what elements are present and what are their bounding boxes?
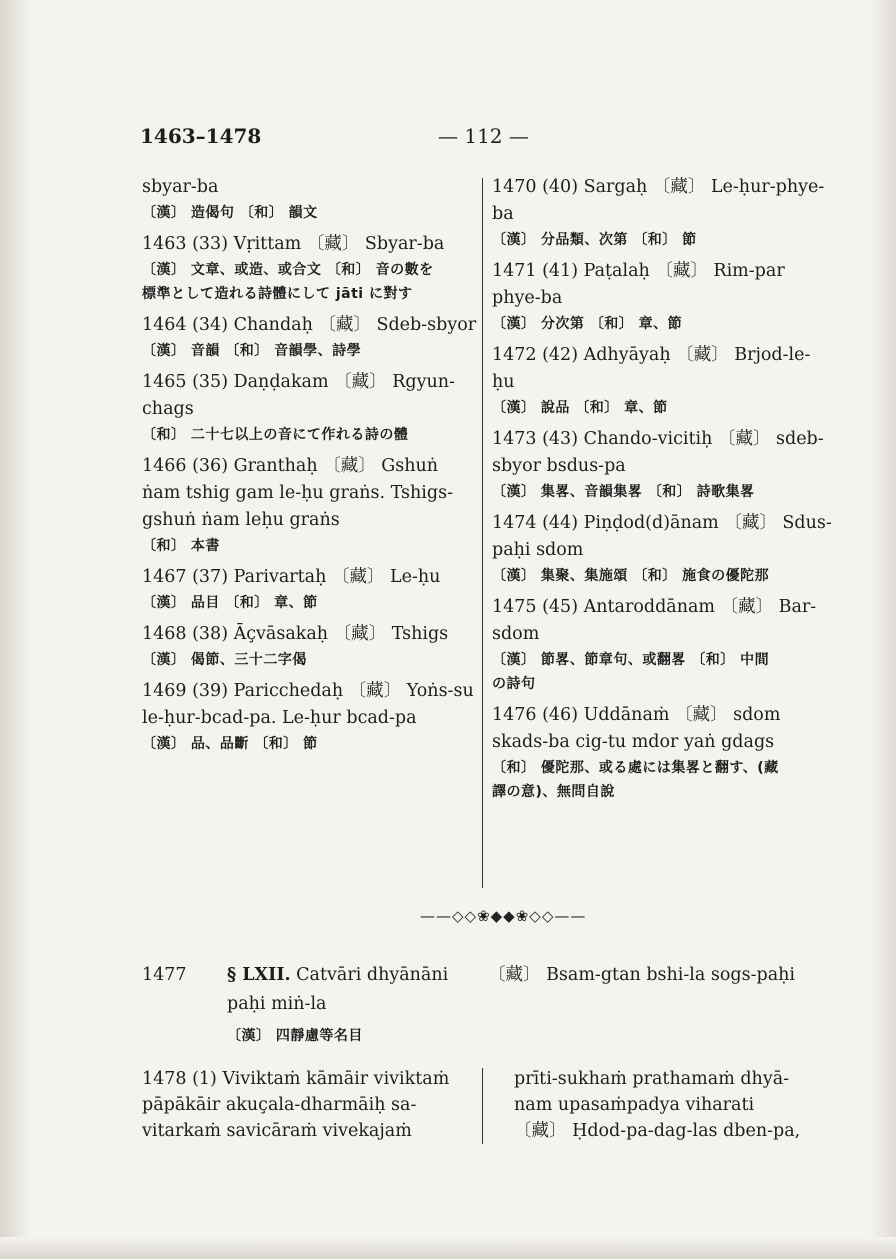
entry-gloss: 〔漢〕 集畧、音韻集畧 〔和〕 詩歌集畧 (492, 484, 755, 500)
column-divider (482, 178, 483, 888)
entry-gloss: 〔和〕 本書 (142, 538, 220, 554)
entry-gloss: 〔漢〕 品、品斷 〔和〕 節 (142, 736, 318, 752)
entry-gloss: 〔漢〕 品目 〔和〕 章、節 (142, 595, 318, 611)
entry-gloss: 〔漢〕 節畧、節章句、或翻畧 〔和〕 中間 (492, 652, 770, 668)
entry-line: 1468 (38) Āçvāsakaḥ 〔藏〕 Tshigs (142, 624, 449, 644)
entry-line: 1475 (45) Antaroddānam 〔藏〕 Bar-sdom (492, 597, 817, 644)
entry-line: 1466 (36) Granthaḥ 〔藏〕 Gshuṅ ṅam tshig gam le-ḥu graṅs. Tshigs-gshuṅ ṅam leḥu graṅs (142, 456, 453, 530)
page-edge-right (870, 0, 896, 1259)
entry-1468 (142, 621, 477, 672)
entry-1465 (142, 369, 477, 447)
entry-gloss: 〔漢〕 造偈句 〔和〕 韻文 (142, 205, 318, 221)
text-line: vitarkaṁ savicāraṁ vivekajaṁ (142, 1121, 412, 1141)
text-line: 1478 (1) Viviktaṁ kāmāir viviktaṁ (142, 1069, 450, 1089)
entry-1477-tibetan: 〔藏〕 Bsam-gtan bshi-la sogs-paḥi (488, 965, 796, 985)
section-ornament: ——◇◇❀◆◆❀◇◇—— (420, 907, 587, 925)
entry-line: 1463 (33) Vṛittam 〔藏〕 Sbyar-ba (142, 234, 445, 254)
entry-1470 (492, 174, 832, 252)
entry-number: 1477 (142, 965, 187, 985)
page-edge-left (0, 0, 32, 1259)
entry-1475 (492, 594, 832, 696)
entry-1471 (492, 258, 832, 336)
entry-1477-continuation: paḥi miṅ-la (227, 994, 327, 1014)
entry-line: 1471 (41) Paṭalaḥ 〔藏〕 Rim-par phye-ba (492, 261, 785, 308)
entry-gloss: 〔和〕 二十七以上の音にて作れる詩の體 (142, 427, 409, 443)
entry-gloss: 〔漢〕 音韻 〔和〕 音韻學、詩學 (142, 343, 362, 359)
text-line: pāpākāir akuçala-dharmāiḥ sa- (142, 1095, 417, 1115)
entry-line: 1465 (35) Daṇḍakam 〔藏〕 Rgyun-chags (142, 372, 455, 419)
left-column (142, 174, 477, 762)
entry-line: 1470 (40) Sargaḥ 〔藏〕 Le-ḥur-phye-ba (492, 177, 825, 224)
entry-gloss: 〔漢〕 偈節、三十二字偈 (142, 652, 307, 668)
entry-line: sbyar-ba (142, 177, 219, 197)
entry-line: 1474 (44) Piṇḍod(d)ānam 〔藏〕 Sdus-paḥi sdom (492, 513, 832, 560)
entry-gloss: 〔漢〕 分品類、次第 〔和〕 節 (492, 232, 697, 248)
page-number: — 112 — (438, 124, 529, 148)
entry-1469 (142, 678, 477, 756)
entry-continuation (142, 174, 477, 225)
entry-1474 (492, 510, 832, 588)
entry-1467 (142, 564, 477, 615)
entry-1472 (492, 342, 832, 420)
entry-line: 1472 (42) Adhyāyaḥ 〔藏〕 Brjod-le-ḥu (492, 345, 811, 392)
text-line: 〔藏〕 Ḥdod-pa-dag-las dben-pa, (514, 1121, 801, 1141)
entry-gloss: 〔漢〕 文章、或造、或合文 〔和〕 音の數を (142, 262, 434, 278)
entry-1478-right (514, 1066, 824, 1144)
entry-gloss: 〔漢〕 分次第 〔和〕 章、節 (492, 316, 683, 332)
entry-1477-line (142, 962, 448, 989)
entry-gloss: 〔和〕 優陀那、或る處には集畧と翻す、(藏 (492, 760, 779, 776)
column-divider-lower (482, 1068, 483, 1144)
entry-line: 1464 (34) Chandaḥ 〔藏〕 Sdeb-sbyor (142, 315, 477, 335)
right-column (492, 174, 832, 810)
text-line: prīti-sukhaṁ prathamaṁ dhyā- (514, 1069, 790, 1089)
entry-1473 (492, 426, 832, 504)
entry-1476 (492, 702, 832, 804)
section-title: Catvāri dhyānāni (296, 965, 449, 985)
entry-1463 (142, 231, 477, 306)
entry-gloss: の詩句 (492, 676, 536, 692)
entry-1477-gloss: 〔漢〕 四靜慮等名目 (227, 1028, 363, 1044)
entry-gloss: 譯の意)、無問自說 (492, 784, 615, 800)
entry-line: 1469 (39) Paricchedaḥ 〔藏〕 Yoṅs-su le-ḥur-bcad-pa. Le-ḥur bcad-pa (142, 681, 474, 728)
entry-1478-left (142, 1066, 477, 1144)
entry-line: 1467 (37) Parivartaḥ 〔藏〕 Le-ḥu (142, 567, 441, 587)
page-edge-bottom (0, 1237, 896, 1259)
section-label: § LXII. (227, 965, 291, 985)
text-line: nam upasaṁpadya viharati (514, 1095, 755, 1115)
entry-gloss: 〔漢〕 集聚、集施頌 〔和〕 施食の優陀那 (492, 568, 770, 584)
entry-range-header: 1463–1478 (140, 124, 262, 148)
entry-1466 (142, 453, 477, 558)
entry-gloss: 〔漢〕 說品 〔和〕 章、節 (492, 400, 668, 416)
entry-line: 1473 (43) Chando-vicitiḥ 〔藏〕 sdeb-sbyor bsdus-pa (492, 429, 824, 476)
entry-1464 (142, 312, 477, 363)
entry-line: 1476 (46) Uddānaṁ 〔藏〕 sdom skads-ba cig-tu mdor yaṅ gdags (492, 705, 781, 752)
entry-gloss: 標準として造れる詩體にして jāti に對す (142, 286, 413, 302)
